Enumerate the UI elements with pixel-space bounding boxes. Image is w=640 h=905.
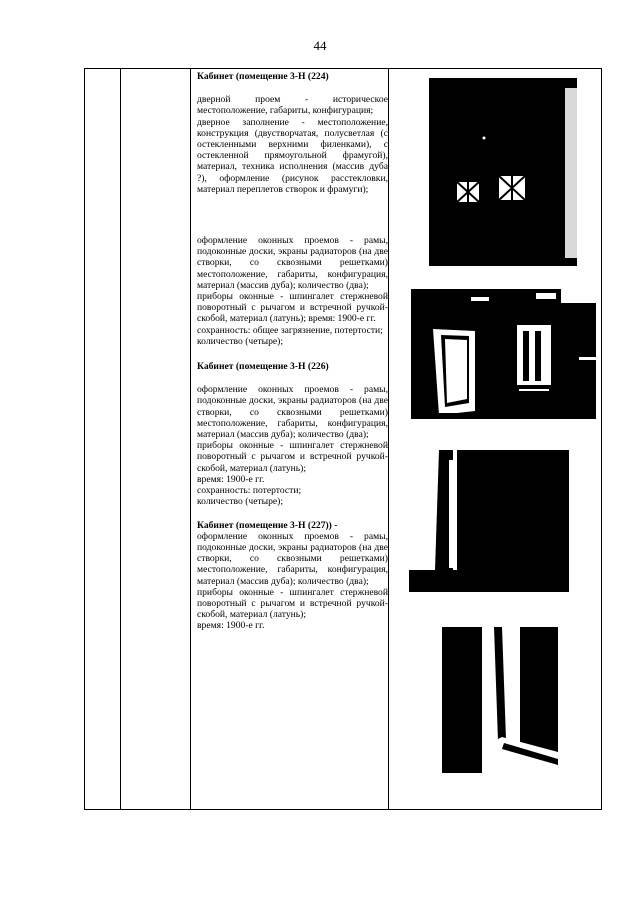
section-heading-227: Кабинет (помещение 3-Н (227)) -	[197, 519, 338, 531]
section-heading-226: Кабинет (помещение 3-Н (226)	[197, 361, 329, 373]
document-table	[84, 68, 602, 810]
section-heading-224: Кабинет (помещение 3-Н (224)	[197, 71, 329, 82]
paragraph: дверной проем - историческое местоположение, габариты, конфигурация;	[197, 94, 388, 117]
paragraph: оформление оконных проемов - рамы, подоконные доски, экраны радиаторов (на две створки, со сквозными решетками) местоположение, габариты, конфигурация, материал (массив дуба); количество (два);	[197, 384, 388, 441]
paragraph: приборы оконные - шпингалет стержневой поворотный с рычагом и встречной ручкой-скобой, материал (латунь);	[197, 586, 388, 621]
windows-photo	[411, 289, 596, 419]
description-cell	[191, 69, 389, 810]
paragraph: время: 1900-е гг.	[197, 620, 265, 632]
paragraph: приборы оконные - шпингалет стержневой поворотный с рычагом и встречной ручкой-скобой, материал (латунь);	[197, 440, 388, 474]
paragraph: количество (четыре);	[197, 335, 284, 347]
door-photo	[429, 78, 577, 266]
number-cell	[85, 69, 121, 810]
paragraph: дверное заполнение - местоположение, конструкция (двустворчатая, полусветлая (с остекленными верхними филенками), с остекленной прямоугольной фрамугой), материал, техника исполнения (массив дуба ?), оформление (рисунок расстекловки, материал переплетов створок и фрамуги);	[197, 116, 388, 195]
paragraph: оформление оконных проемов - рамы, подоконные доски, экраны радиаторов (на две створки, со сквозными решетками) местоположение, габариты, конфигурация, материал (массив дуба); количество (два);	[197, 530, 388, 587]
paragraph: сохранность: общее загрязнение, потертости;	[197, 324, 383, 336]
paragraph: приборы оконные - шпингалет стержневой поворотный с рычагом и встречной ручкой-скобой, материал (латунь); время: 1900-е гг.	[197, 291, 388, 325]
name-cell	[121, 69, 191, 810]
photos-cell	[389, 69, 602, 810]
paragraph: сохранность: потертости;	[197, 485, 302, 497]
paragraph: время: 1900-е гг.	[197, 473, 265, 485]
window-227-photo	[442, 627, 558, 773]
window-226-photo	[409, 450, 569, 592]
table-row	[85, 69, 602, 810]
paragraph: количество (четыре);	[197, 496, 284, 508]
page-number: 44	[313, 38, 327, 53]
paragraph: оформление оконных проемов - рамы, подоконные доски, экраны радиаторов (на две створки, со сквозными решетками) местоположение, габариты, конфигурация, материал (массив дуба); количество (два);	[197, 235, 388, 291]
